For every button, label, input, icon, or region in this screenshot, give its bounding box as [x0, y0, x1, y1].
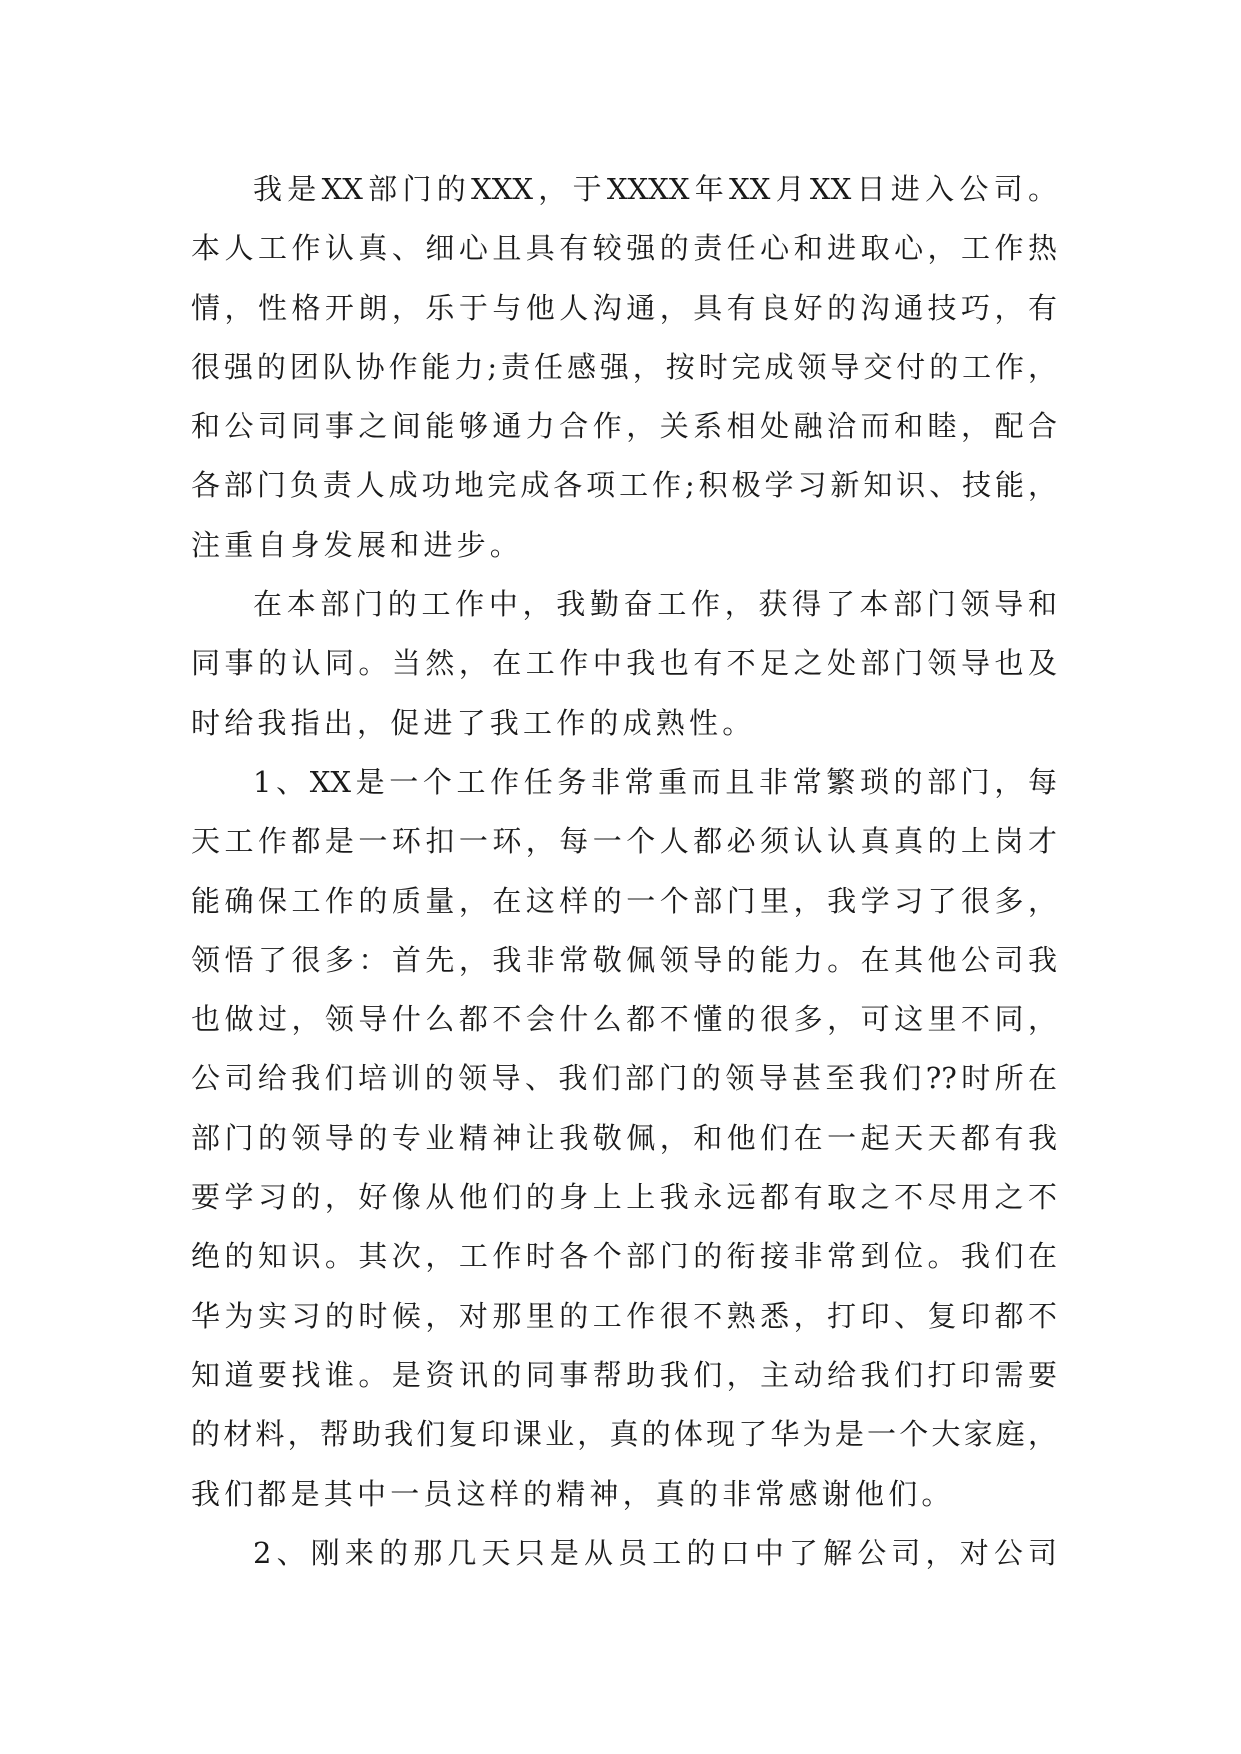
text-line: 和公司同事之间能够通力合作，关系相处融洽而和睦，配合	[191, 409, 1057, 444]
text-line: 我们都是其中一员这样的精神，真的非常感谢他们。	[191, 1476, 955, 1511]
text-line: 在本部门的工作中，我勤奋工作，获得了本部门领导和	[253, 587, 1057, 622]
text-line: 本人工作认真、细心且具有较强的责任心和进取心，工作热	[191, 231, 1057, 266]
text-line: 很强的团队协作能力;责任感强，按时完成领导交付的工作，	[191, 349, 1057, 384]
text-line: 情，性格开朗，乐于与他人沟通，具有良好的沟通技巧，有	[191, 290, 1057, 325]
text-line: 各部门负责人成功地完成各项工作;积极学习新知识、技能，	[191, 468, 1057, 503]
text-line: 我是XX部门的XXX，于XXXX年XX月XX日进入公司。	[253, 172, 1057, 206]
text-line: 时给我指出，促进了我工作的成熟性。	[191, 705, 756, 740]
document-body	[191, 160, 1057, 1583]
text-line: 部门的领导的专业精神让我敬佩，和他们在一起天天都有我	[191, 1120, 1057, 1155]
text-line: 领悟了很多：首先，我非常敬佩领导的能力。在其他公司我	[191, 942, 1057, 977]
text-line: 华为实习的时候，对那里的工作很不熟悉，打印、复印都不	[191, 1298, 1057, 1333]
text-line: 2、刚来的那几天只是从员工的口中了解公司，对公司	[253, 1535, 1057, 1570]
text-line: 的材料，帮助我们复印课业，真的体现了华为是一个大家庭，	[191, 1417, 1057, 1452]
text-line: 公司给我们培训的领导、我们部门的领导甚至我们??时所在	[191, 1061, 1057, 1096]
text-line: 1、XX是一个工作任务非常重而且非常繁琐的部门，每	[253, 764, 1057, 799]
text-line: 也做过，领导什么都不会什么都不懂的很多，可这里不同，	[191, 1002, 1057, 1037]
text-line: 能确保工作的质量，在这样的一个部门里，我学习了很多，	[191, 883, 1057, 918]
text-line: 要学习的，好像从他们的身上上我永远都有取之不尽用之不	[191, 1180, 1057, 1215]
text-line: 同事的认同。当然，在工作中我也有不足之处部门领导也及	[191, 646, 1057, 681]
text-line: 知道要找谁。是资讯的同事帮助我们，主动给我们打印需要	[191, 1357, 1057, 1392]
text-line: 天工作都是一环扣一环，每一个人都必须认认真真的上岗才	[191, 824, 1057, 859]
text-line: 注重自身发展和进步。	[191, 527, 524, 562]
text-line: 绝的知识。其次，工作时各个部门的衔接非常到位。我们在	[191, 1239, 1057, 1274]
